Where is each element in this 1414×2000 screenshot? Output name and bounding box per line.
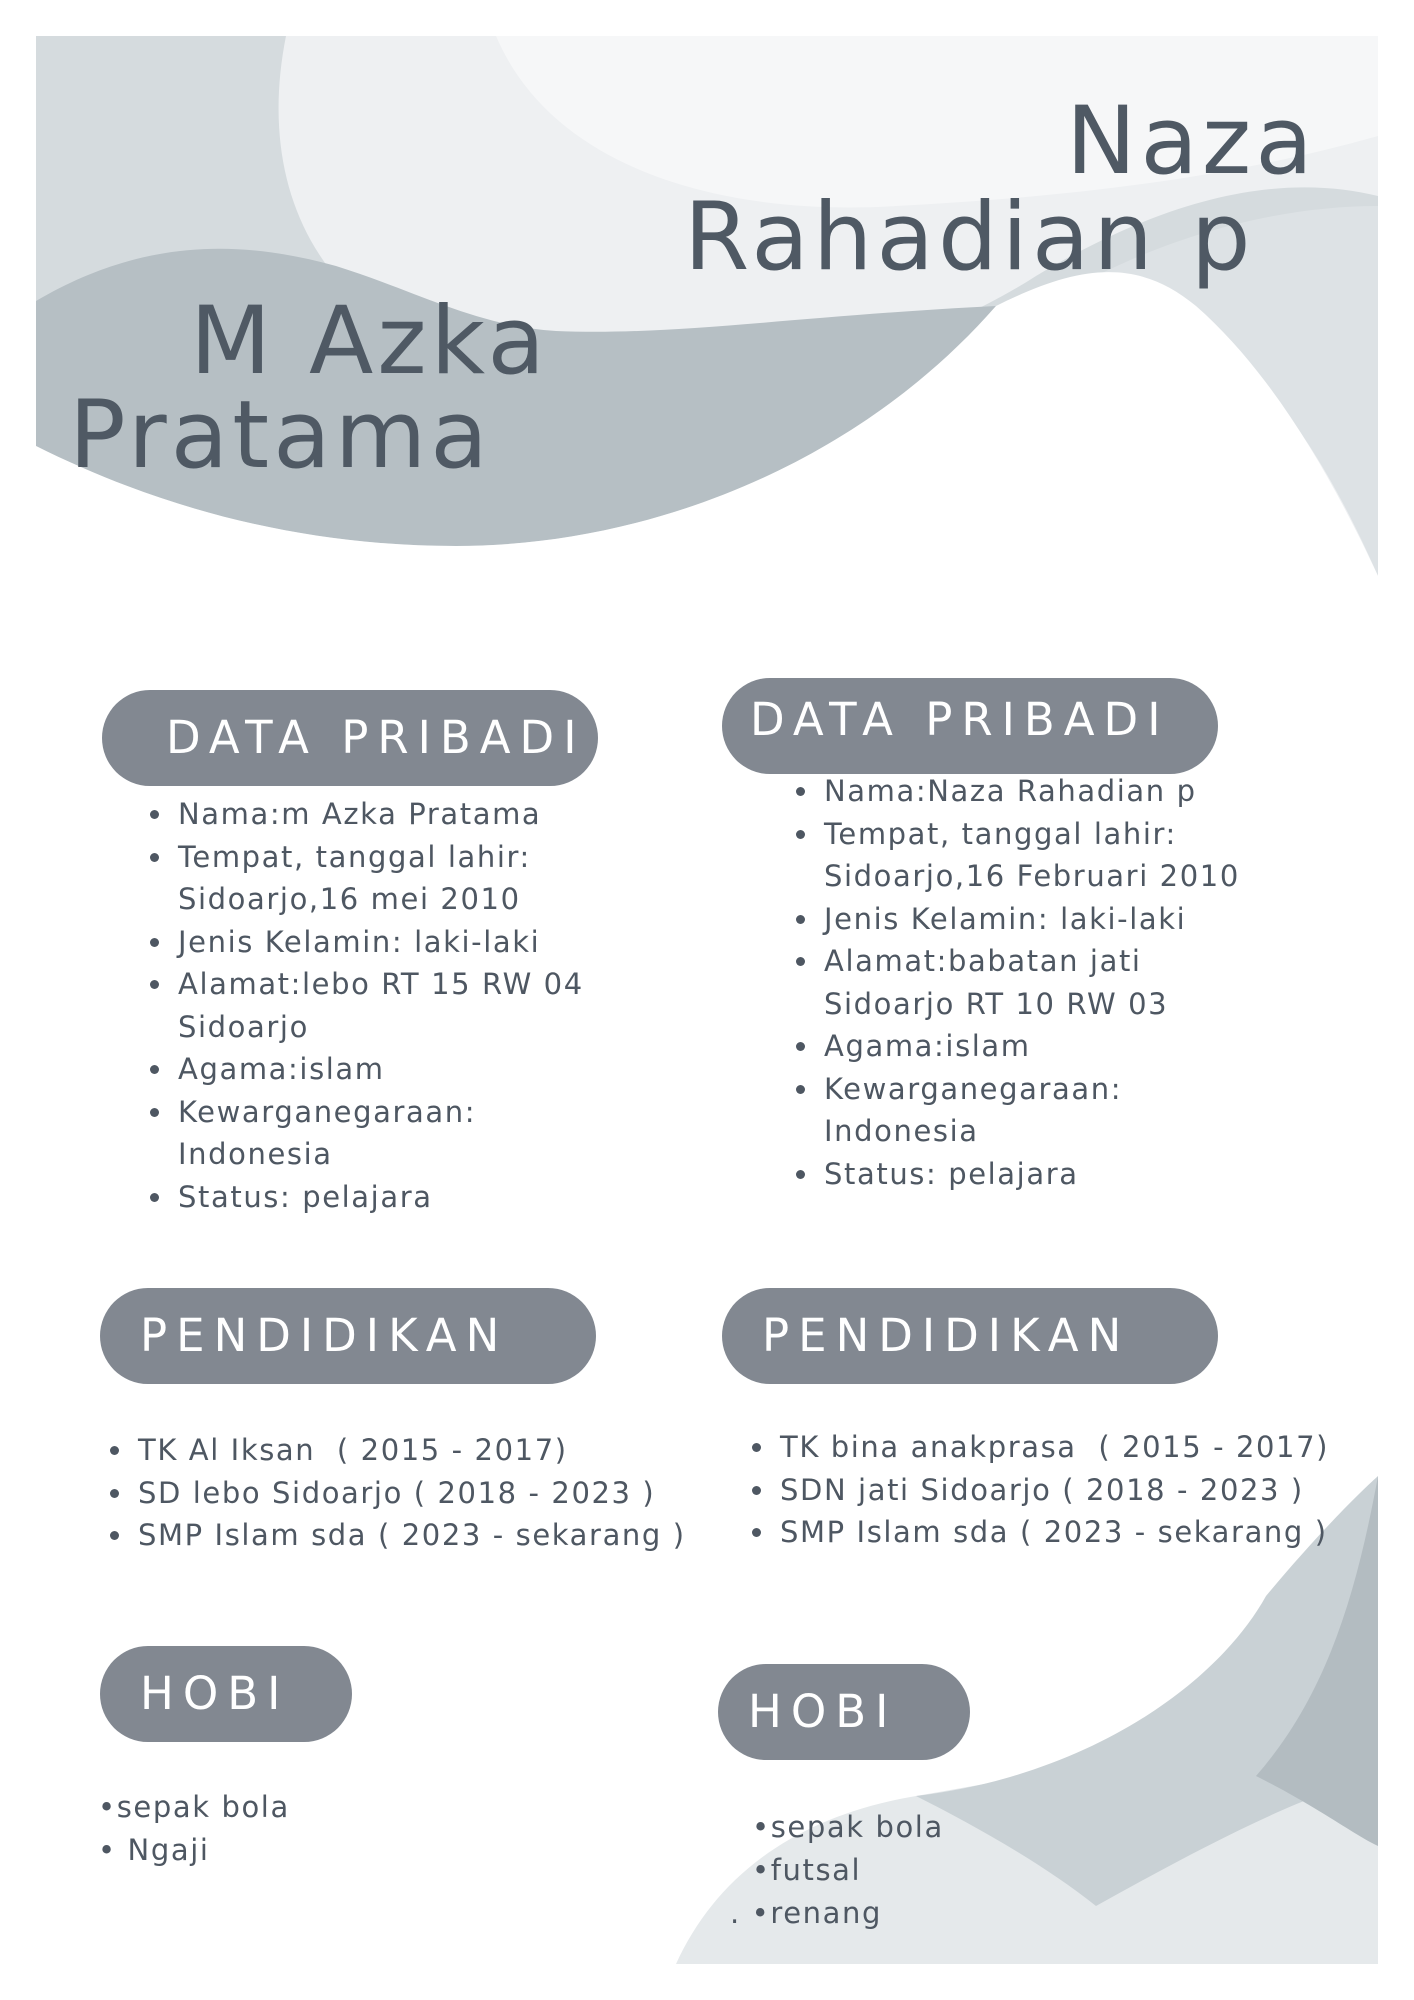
right-personal-list <box>796 770 1260 1195</box>
right-education-list <box>752 1426 1376 1554</box>
list-item: Agama:islam <box>174 1048 604 1091</box>
right-hobby-item: . •renang <box>730 1896 883 1930</box>
list-item: Tempat, tanggal lahir: Sidoarjo,16 mei 2010 <box>174 836 604 921</box>
list-item: Tempat, tanggal lahir: Sidoarjo,16 Februari 2010 <box>820 813 1260 898</box>
left-name-line1: M Azka <box>190 287 550 396</box>
left-personal-heading: DATA PRIBADI <box>102 690 598 786</box>
list-item: Alamat:lebo RT 15 RW 04 Sidoarjo <box>174 963 604 1048</box>
list-item: TK bina anakprasa ( 2015 - 2017) <box>776 1426 1376 1469</box>
left-personal-list <box>150 793 604 1218</box>
list-item: TK Al Iksan ( 2015 - 2017) <box>134 1429 694 1472</box>
list-item: Nama:Naza Rahadian p <box>820 770 1260 813</box>
list-item: SD lebo Sidoarjo ( 2018 - 2023 ) <box>134 1472 694 1515</box>
right-hobby-item: •sepak bola <box>752 1810 944 1844</box>
list-item: Nama:m Azka Pratama <box>174 793 604 836</box>
right-personal-heading: DATA PRIBADI <box>722 678 1218 774</box>
list-item: Kewarganegaraan: Indonesia <box>820 1068 1260 1153</box>
list-item: SMP Islam sda ( 2023 - sekarang ) <box>134 1514 694 1557</box>
left-education-list <box>110 1429 694 1557</box>
list-item: SMP Islam sda ( 2023 - sekarang ) <box>776 1511 1376 1554</box>
list-item: Alamat:babatan jati Sidoarjo RT 10 RW 03 <box>820 940 1260 1025</box>
list-item: Jenis Kelamin: laki-laki <box>174 921 604 964</box>
list-item: SDN jati Sidoarjo ( 2018 - 2023 ) <box>776 1469 1376 1512</box>
right-education-heading: PENDIDIKAN <box>722 1288 1218 1384</box>
left-hobby-item: •sepak bola <box>98 1790 290 1824</box>
list-item: Status: pelajara <box>174 1176 604 1219</box>
list-item: Agama:islam <box>820 1025 1260 1068</box>
resume-page <box>36 36 1378 1964</box>
left-hobby-item: • Ngaji <box>98 1833 210 1867</box>
left-hobby-heading: HOBI <box>100 1646 352 1742</box>
list-item: Status: pelajara <box>820 1153 1260 1196</box>
list-item: Jenis Kelamin: laki-laki <box>820 898 1260 941</box>
left-education-heading: PENDIDIKAN <box>100 1288 596 1384</box>
right-name-line1: Naza <box>1066 87 1317 196</box>
left-name-line2: Pratama <box>69 381 492 490</box>
right-hobby-item: •futsal <box>752 1853 862 1887</box>
right-name-line2: Rahadian p <box>684 183 1255 292</box>
right-hobby-heading: HOBI <box>718 1664 970 1760</box>
list-item: Kewarganegaraan: Indonesia <box>174 1091 604 1176</box>
